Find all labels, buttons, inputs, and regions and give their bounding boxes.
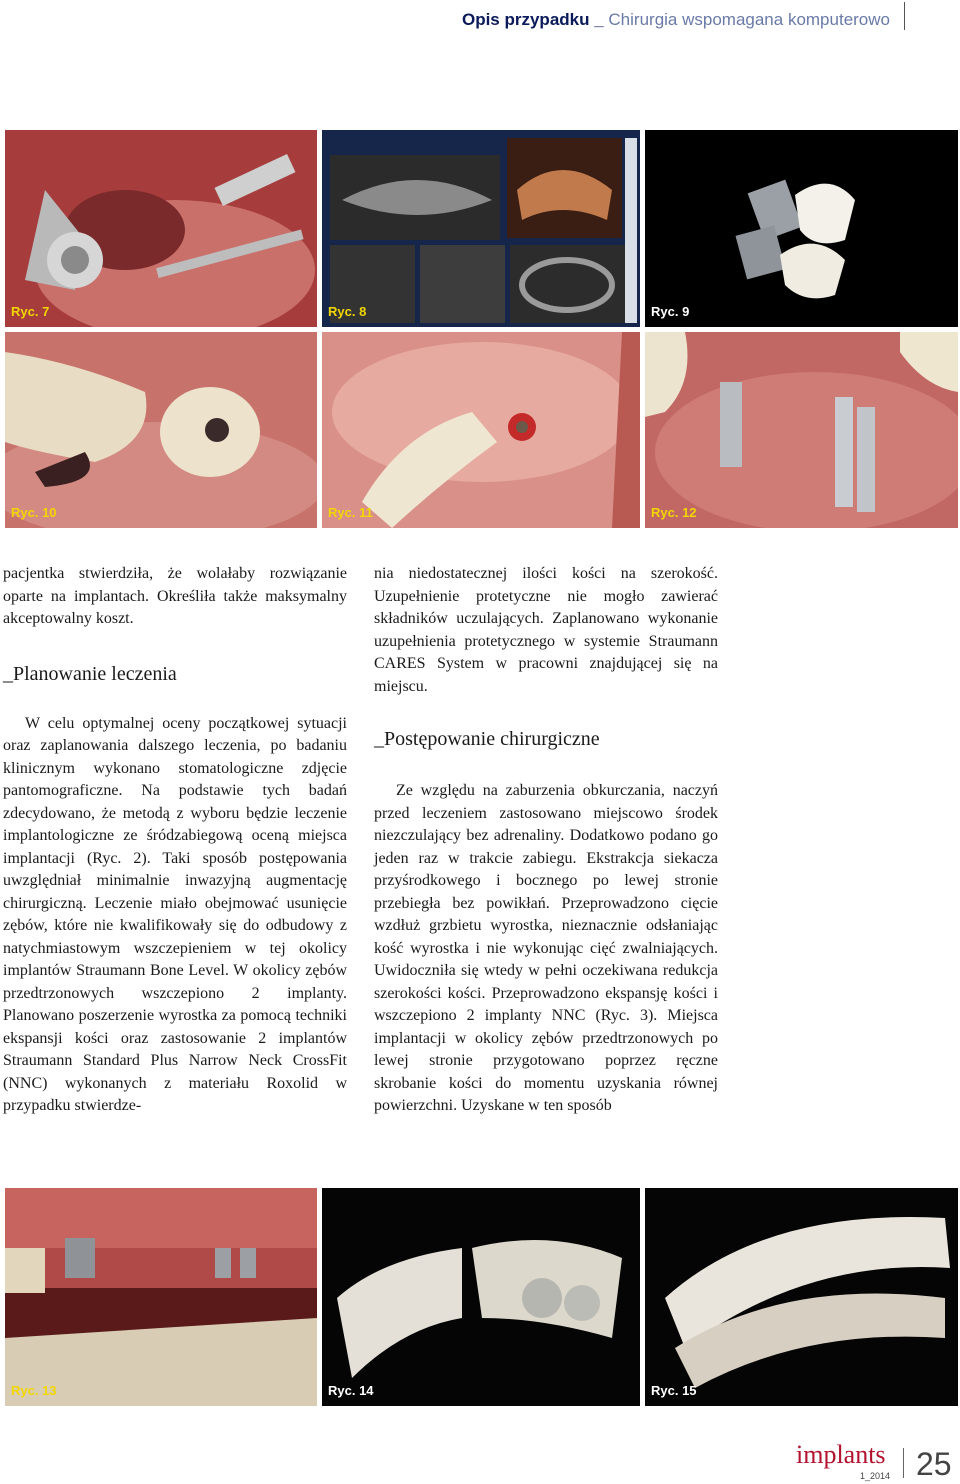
figure-11 xyxy=(322,332,640,528)
left-paragraph-1: pacjentka stwierdziła, że wolałaby rozwiązanie oparte na implantach. Określiła także maksymalny akceptowalny koszt. xyxy=(3,565,347,627)
header-section: Opis przypadku xyxy=(461,10,590,29)
header-separator: _ xyxy=(589,10,609,29)
figure-12 xyxy=(645,332,958,528)
figure-14-image xyxy=(322,1188,640,1406)
figure-9 xyxy=(645,130,958,327)
figure-14-caption: Ryc. 14 xyxy=(328,1383,374,1398)
figure-15-caption: Ryc. 15 xyxy=(651,1383,697,1398)
figure-12-caption: Ryc. 12 xyxy=(651,505,697,520)
figure-8 xyxy=(322,130,640,327)
figure-10-image xyxy=(5,332,317,528)
figure-15 xyxy=(645,1188,958,1406)
footer-divider xyxy=(903,1448,904,1478)
figure-15-image xyxy=(645,1188,958,1406)
figure-9-caption: Ryc. 9 xyxy=(651,304,690,319)
header-divider xyxy=(904,2,905,30)
figure-14 xyxy=(322,1188,640,1406)
figure-10-caption: Ryc. 10 xyxy=(11,505,57,520)
heading-postepowanie-chirurgiczne: _Postępowanie chirurgiczne xyxy=(374,728,600,750)
figure-7 xyxy=(5,130,317,327)
right-paragraph-1: nia niedostatecznej ilości kości na szerokość. Uzupełnienie protetyczne nie mogło zawierać składników uczulających. Zaplanowano wykonanie uzupełnienia protetycznego w systemie Straumann CARES System w pracowni znajdującej się na miejscu. xyxy=(374,565,718,695)
left-paragraph-2: W celu optymalnej oceny początkowej sytuacji oraz zaplanowania dalszego leczenia, po badaniu klinicznym wykonano stomatologiczne zdjęcie pantomograficzne. Na podstawie tych badań zdecydowano, że metodą z wyboru będzie leczenie implantologiczne ze śródzabiegową oceną miejsca implantacji (Ryc. 2). Taki sposób postępowania uwzględniał minimalnie inwazyjną augmentację chirurgiczną. Leczenie miało obejmować usunięcie zębów, które nie kwalifikowały się do odbudowy z natychmiastowym wszczepieniem w tej okolicy implantów Straumann Bone Level. W okolicy zębów przedtrzonowych wszczepiono 2 implanty. Planowano poszerzenie wyrostka za pomocą techniki ekspansji kości oraz zastosowanie 2 implantów Straumann Standard Plus Narrow Neck CrossFit (NNC) wykonanych z materiału Roxolid w przypadku stwierdze- xyxy=(3,714,347,1114)
figure-12-image xyxy=(645,332,958,528)
figure-13 xyxy=(5,1188,317,1406)
figure-13-image xyxy=(5,1188,317,1406)
right-paragraph-2: Ze względu na zaburzenia obkurczania, naczyń przed leczeniem zastosowano miejscowo środek niezczulający bez adrenaliny. Dodatkowo podano go jeden raz w trakcie zabiegu. Ekstrakcja siekacza przyśrodkowego i bocznego po lewej stronie przebiegła bez powikłań. Przeprowadzono cięcie wzdłuż grzbietu wyrostka, nieznacznie odsłaniając kość wyrostka i nie wykonując cięć zwalniających. Uwidoczniła się wtedy w pełni oczekiwana redukcja szerokości kości. Przeprowadzono ekspansję kości i wszczepiono 2 implanty NNC (Ryc. 3). Miejsca implantacji w okolicy zębów przedtrzonowych po lewej stronie przygotowano poprzez ręczne skrobanie kości do momentu uzyskania równej powierzchni. Uzyskane w ten sposób xyxy=(374,782,718,1114)
page-number: 25 xyxy=(916,1446,952,1482)
heading-planowanie-leczenia: _Planowanie leczenia xyxy=(3,662,177,685)
journal-brand: implants xyxy=(796,1440,886,1469)
figure-8-caption: Ryc. 8 xyxy=(328,304,367,319)
text-column-left xyxy=(3,563,347,1118)
figure-10 xyxy=(5,332,317,528)
issue-number: 1_2014 xyxy=(860,1471,891,1481)
figure-13-caption: Ryc. 13 xyxy=(11,1383,57,1398)
figure-11-caption: Ryc. 11 xyxy=(328,505,373,520)
running-header xyxy=(462,10,890,30)
figure-7-image xyxy=(5,130,317,327)
figure-11-image xyxy=(322,332,640,528)
header-topic: Chirurgia wspomagana komputerowo xyxy=(608,10,890,29)
figure-9-image xyxy=(645,130,958,327)
figure-8-image xyxy=(322,130,640,327)
figure-7-caption: Ryc. 7 xyxy=(11,304,50,319)
text-column-right xyxy=(374,563,718,1118)
